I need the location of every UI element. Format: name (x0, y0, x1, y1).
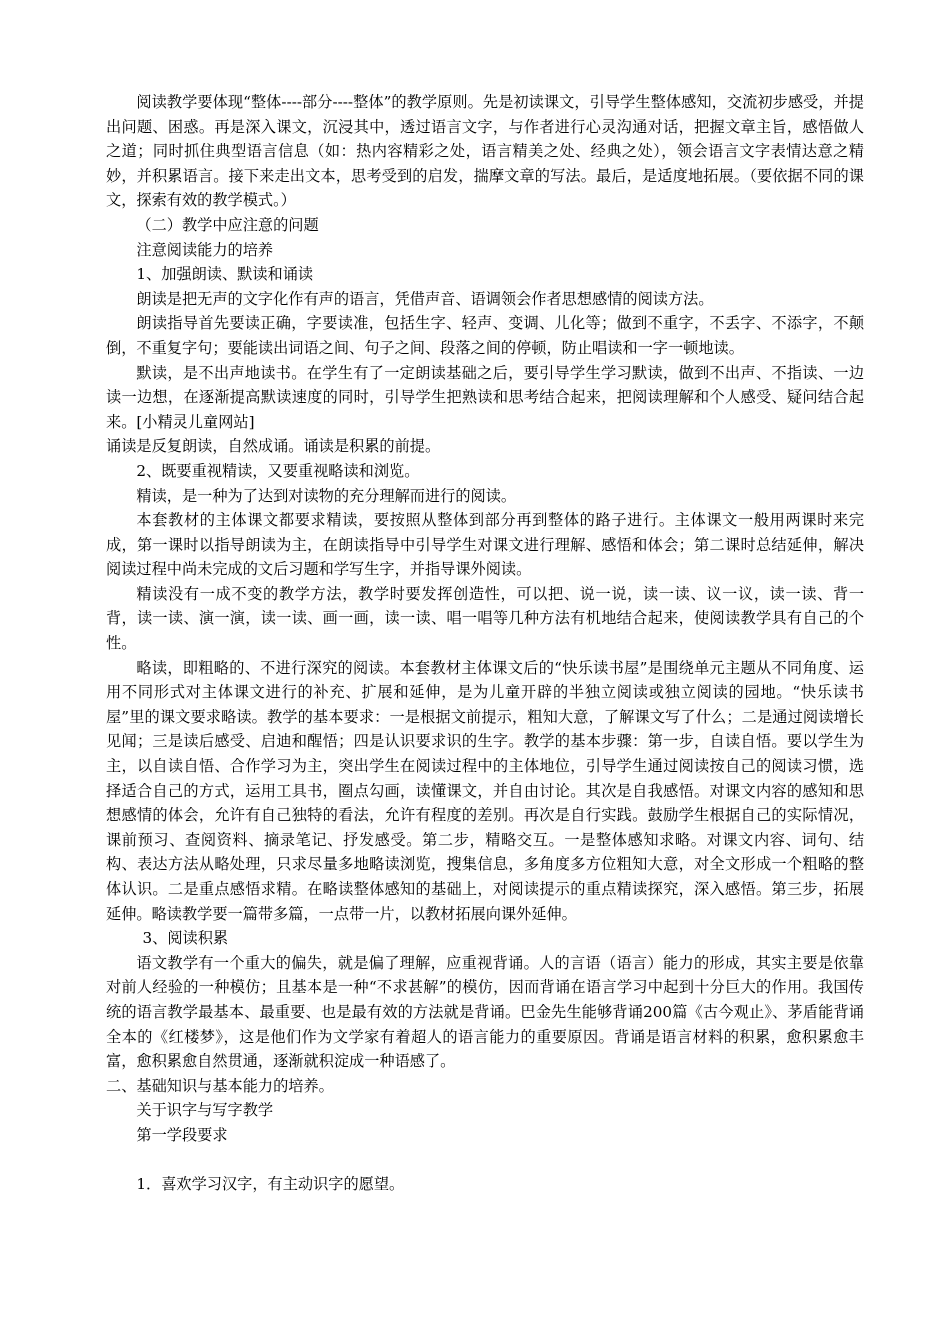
paragraph-recitation: 诵读是反复朗读，自然成诵。诵读是积累的前提。 (106, 437, 441, 456)
paragraph-reading-guidance: 朗读指导首先要读正确，字要读准，包括生字、轻声、变调、儿化等；做到不重字，不丢字、不添字，不颠倒，不重复字句；要能读出词语之间、句子之间、段落之间的停顿，防止唱读和一字一顿地读。 (106, 314, 864, 357)
heading-first-stage: 第一学段要求 (136, 1125, 228, 1144)
paragraph-silent-reading: 默读，是不出声地读书。在学生有了一定朗读基础之后，要引导学生学习默读，做到不出声、不指读、一边读一边想，在逐渐提高默读速度的同时，引导学生把熟读和思考结合起来，把阅读理解和个人感受、疑问结合起来。[小精灵儿童网站] (106, 363, 864, 431)
paragraph-reading-principle: 阅读教学要体现“整体----部分----整体”的教学原则。先是初读课文，引导学生整体感知，交流初步感受，并提出问题、困惑。再是深入课文，沉浸其中，透过语言文字，与作者进行心灵沟通对话，把握文章主旨，感悟做人之道；同时抓住典型语言信息（如：热内容精彩之处，语言精美之处、经典之处），领会语言文字表情达意之精妙，并积累语言。接下来走出文本，思考受到的启发，揣摩文章的写法。最后，是适度地拓展。（要依据不同的课文，探索有效的教学模式。） (106, 93, 864, 210)
list-item-first-requirement: 1．喜欢学习汉字，有主动识字的愿望。 (136, 1175, 405, 1194)
heading-reading-accumulation: 3、阅读积累 (142, 929, 229, 948)
heading-literacy-writing: 关于识字与写字教学 (136, 1101, 274, 1120)
heading-basic-knowledge: 二、基础知识与基本能力的培养。 (106, 1076, 334, 1095)
paragraph-intensive-methods: 精读没有一成不变的教学方法，教学时要发挥创造性，可以把、说一说，读一读、议一议，读一读、背一背，读一读、演一演，读一读、画一画，读一读、唱一唱等几种方法有机地结合起来，使阅读教学具有自己的个性。 (106, 584, 864, 653)
paragraph-intensive-definition: 精读，是一种为了达到对读物的充分理解而进行的阅读。 (136, 486, 517, 505)
paragraph-reading-aloud: 朗读是把无声的文字化作有声的语言，凭借声音、语调领会作者思想感情的阅读方法。 (136, 289, 714, 308)
heading-reading-ability: 注意阅读能力的培养 (136, 240, 274, 259)
document-page (106, 90, 864, 1197)
paragraph-main-texts: 本套教材的主体课文都要求精读，要按照从整体到部分再到整体的路子进行。主体课文一般用两课时来完成，第一课时以指导朗读为主，在朗读指导中引导学生对课文进行理解、感悟和体会；第二课时总结延伸，解决阅读过程中尚未完成的文后习题和学写生字，并指导课外阅读。 (106, 511, 864, 579)
heading-reading-types: 1、加强朗读、默读和诵读 (136, 265, 314, 284)
paragraph-memorization: 语文教学有一个重大的偏失，就是偏了理解，应重视背诵。人的言语（语言）能力的形成，其实主要是依靠对前人经验的一种模仿；且基本是一种“不求甚解”的模仿，因而背诵在语言学习中起到十分巨大的作用。我国传统的语言教学最基本、最重要、也是最有效的方法就是背诵。巴金先生能够背诵200篇《古今观止》、茅盾能背诵全本的《红楼梦》，这是他们作为文学家有着超人的语言能力的重要原因。背诵是语言材料的积累，愈积累愈丰富，愈积累愈自然贯通，逐渐就积淀成一种语感了。 (106, 953, 864, 1071)
paragraph-skim-reading: 略读，即粗略的、不进行深究的阅读。本套教材主体课文后的“快乐读书屋”是围绕单元主题从不同角度、运用不同形式对主体课文进行的补充、扩展和延伸，是为儿童开辟的半独立阅读或独立阅读的园地。“快乐读书屋”里的课文要求略读。教学的基本要求：一是根据文前提示，粗知大意，了解课文写了什么；二是通过阅读增长见闻；三是读后感受、启迪和醒悟；四是认识要求识的生字。教学的基本步骤：第一步，自读自悟。要以学生为主，以自读自悟、合作学习为主，突出学生在阅读过程中的主体地位，引导学生通过阅读按自己的阅读习惯，选择适合自己的方式，运用工具书，圈点勾画，读懂课文，并自由讨论。其次是自我感悟。对课文内容的感知和思想感情的体会，允许有自己独特的看法，允许有程度的差别。再次是自行实践。鼓励学生根据自己的实际情况，课前预习、查阅资料、摘录笔记、抒发感受。第二步，精略交互。一是整体感知求略。对课文内容、词句、结构、表达方法从略处理，只求尽量多地略读浏览，搜集信息，多角度多方位粗知大意，对全文形成一个粗略的整体认识。二是重点感悟求精。在略读整体感知的基础上，对阅读提示的重点精读探究，深入感悟。第三步，拓展延伸。略读教学要一篇带多篇，一点带一片，以教材拓展向课外延伸。 (106, 658, 864, 923)
blank-line (106, 1148, 864, 1173)
heading-teaching-issues: （二）教学中应注意的问题 (136, 215, 319, 234)
heading-intensive-reading: 2、既要重视精读，又要重视略读和浏览。 (136, 461, 420, 480)
